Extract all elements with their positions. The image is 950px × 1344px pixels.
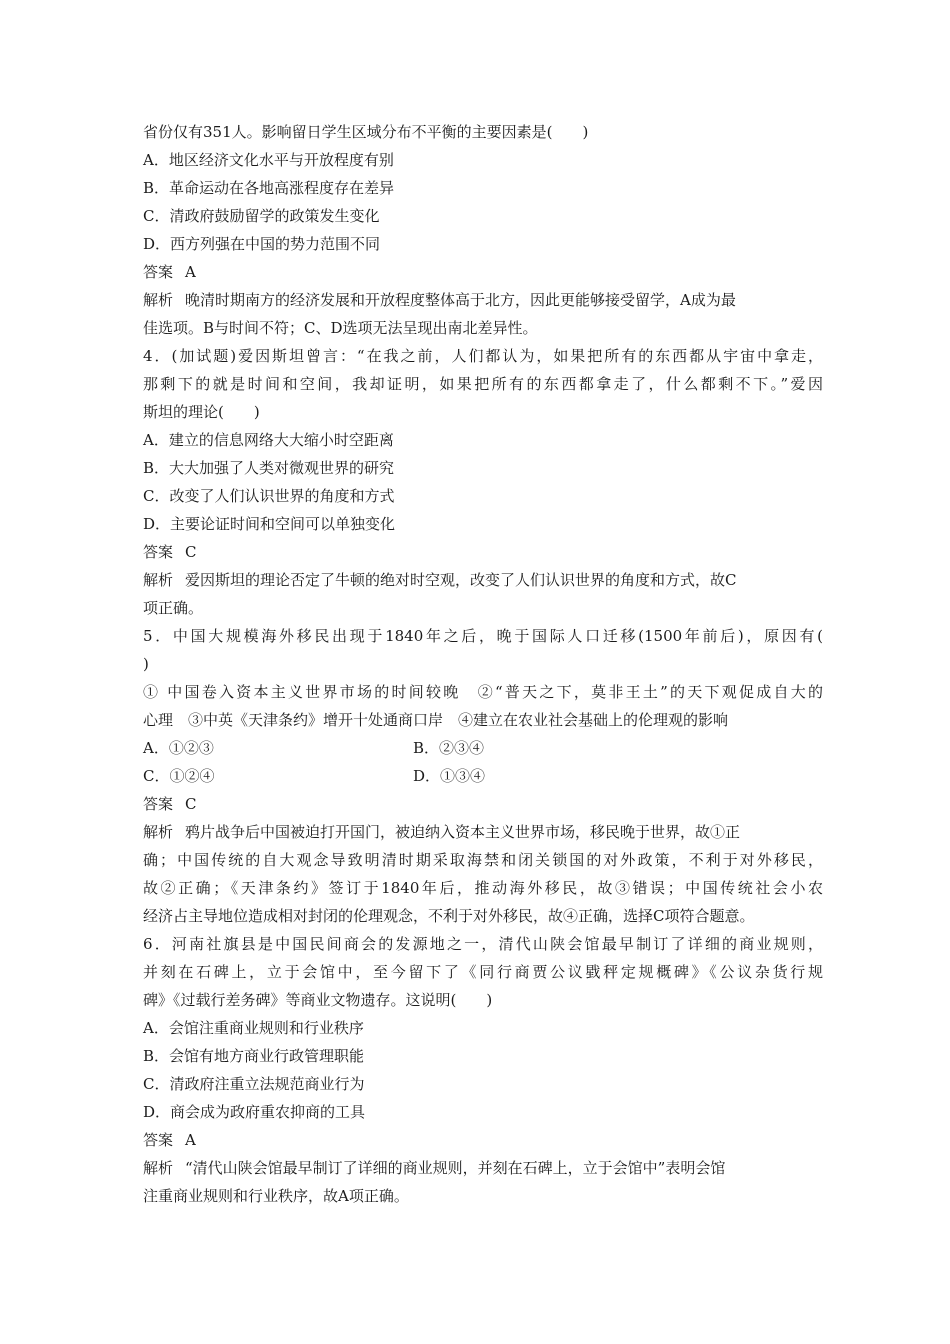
answer-line [143,538,823,566]
answer-option: D．主要论证时间和空间可以单独变化 [143,515,396,533]
answer-option: C．①②④ [143,767,215,785]
answer-option: A．建立的信息网络大大缩小时空距离 [143,431,394,449]
answer-value: C [185,795,197,813]
answer-value: A [185,1131,196,1149]
answer-option: B．大大加强了人类对微观世界的研究 [143,459,395,477]
answer-option: C．清政府注重立法规范商业行为 [143,1075,365,1093]
answer-label: 答案 [143,1131,174,1149]
analysis-line: 经济占主导地位造成相对封闭的伦理观念，不利于对外移民，故④正确，选择C项符合题意。 [143,907,755,925]
answer-option: A．①②③ [143,739,214,757]
analysis-label: 解析 [143,571,174,589]
answer-value: C [185,543,197,561]
analysis-line: 项正确。 [143,599,204,617]
analysis-text: 鸦片战争后中国被迫打开国门，被迫纳入资本主义世界市场，移民晚于世界，故①正 [185,823,741,841]
answer-line [143,1126,823,1154]
question-stem-line: 省份仅有351人。影响留日学生区域分布不平衡的主要因素是( ) [143,123,589,141]
answer-option-row [143,762,823,790]
answer-line [143,258,823,286]
answer-label: 答案 [143,795,174,813]
question-stem-line: 并刻在石碑上，立于会馆中，至今留下了《同行商贾公议戥秤定规概碑》《公议杂货行规 [143,963,823,981]
answer-option: A．会馆注重商业规则和行业秩序 [143,1019,364,1037]
answer-value: A [185,263,196,281]
question-stem-line: 那剩下的就是时间和空间，我却证明，如果把所有的东西都拿走了，什么都剩不下。”爱因 [143,375,823,393]
analysis-line [143,818,823,846]
document-body [143,118,823,1210]
answer-option: D．①③④ [413,767,486,785]
answer-option: B．会馆有地方商业行政管理职能 [143,1047,365,1065]
answer-option: B．②③④ [413,739,485,757]
analysis-text: 晚清时期南方的经济发展和开放程度整体高于北方，因此更能够接受留学，A成为最 [185,291,736,309]
analysis-text: “清代山陕会馆最早制订了详细的商业规则，并刻在石碑上，立于会馆中”表明会馆 [185,1159,726,1177]
answer-option: B．革命运动在各地高涨程度存在差异 [143,179,395,197]
analysis-label: 解析 [143,823,174,841]
question-stem-line: 6．河南社旗县是中国民间商会的发源地之一，清代山陕会馆最早制订了详细的商业规则， [143,935,823,953]
question-stem-line: 斯坦的理论( ) [143,403,260,421]
answer-option: C．改变了人们认识世界的角度和方式 [143,487,395,505]
answer-label: 答案 [143,263,174,281]
analysis-line: 注重商业规则和行业秩序，故A项正确。 [143,1187,409,1205]
question-stem-line: 4．(加试题)爱因斯坦曾言：“在我之前，人们都认为，如果把所有的东西都从宇宙中拿走， [143,347,823,365]
analysis-line: 佳选项。B与时间不符；C、D选项无法呈现出南北差异性。 [143,319,538,337]
analysis-text: 爱因斯坦的理论否定了牛顿的绝对时空观，改变了人们认识世界的角度和方式，故C [185,571,737,589]
answer-option: C．清政府鼓励留学的政策发生变化 [143,207,380,225]
analysis-line: 故②正确；《天津条约》签订于1840年后，推动海外移民，故③错误；中国传统社会小农 [143,879,823,897]
answer-option: D．西方列强在中国的势力范围不同 [143,235,381,253]
analysis-line [143,566,823,594]
answer-option-row [143,734,823,762]
question-stem-line: ) [143,655,149,673]
analysis-line [143,1154,823,1182]
question-stem-line: 5．中国大规模海外移民出现于1840年之后，晚于国际人口迁移(1500年前后)，原因有( [143,627,823,645]
question-stem-line: 心理 ③中英《天津条约》增开十处通商口岸 ④建立在农业社会基础上的伦理观的影响 [143,711,729,729]
analysis-line: 确；中国传统的自大观念导致明清时期采取海禁和闭关锁国的对外政策，不利于对外移民， [143,851,823,869]
question-stem-line: ① 中国卷入资本主义世界市场的时间较晚 ②“普天之下，莫非王土”的天下观促成自大的 [143,683,823,701]
answer-line [143,790,823,818]
analysis-label: 解析 [143,291,174,309]
analysis-label: 解析 [143,1159,174,1177]
answer-label: 答案 [143,543,174,561]
answer-option: A．地区经济文化水平与开放程度有别 [143,151,394,169]
analysis-line [143,286,823,314]
answer-option: D．商会成为政府重农抑商的工具 [143,1103,366,1121]
question-stem-line: 碑》《过载行差务碑》等商业文物遗存。这说明( ) [143,991,493,1009]
